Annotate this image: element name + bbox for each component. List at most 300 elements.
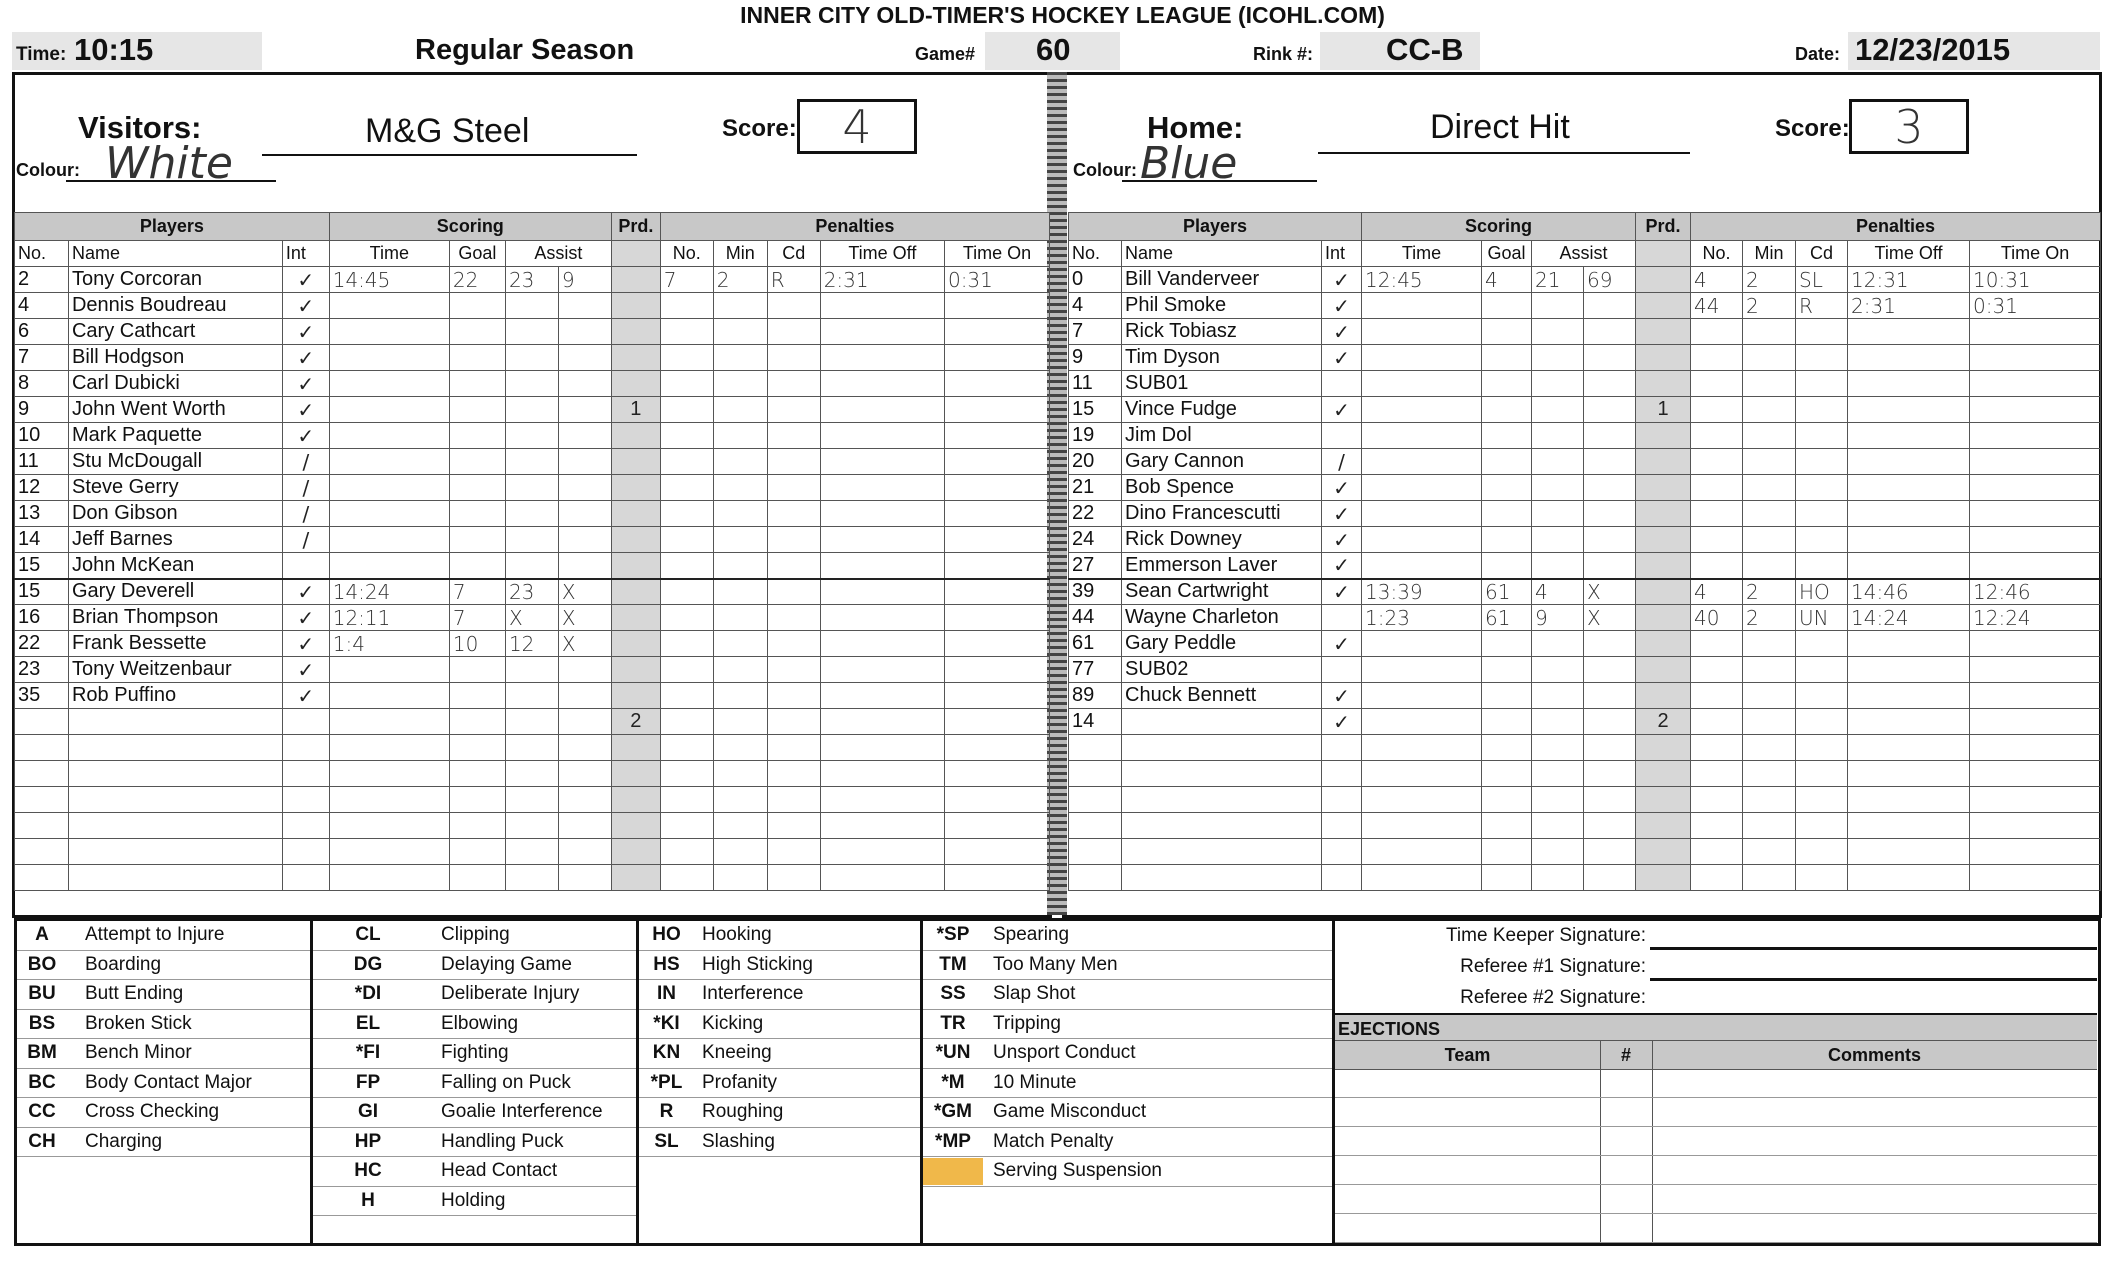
goal-time[interactable]: 14:24	[329, 579, 449, 605]
assist-2[interactable]	[558, 345, 611, 371]
int-check[interactable]: ✓	[282, 605, 329, 631]
int-check[interactable]: ✓	[282, 267, 329, 293]
penalty-player[interactable]	[1691, 423, 1743, 449]
assist-2[interactable]	[558, 553, 611, 579]
penalty-player[interactable]	[1691, 709, 1743, 735]
assist-1[interactable]	[1532, 553, 1584, 579]
goal-time[interactable]: 1:23	[1362, 605, 1482, 631]
int-check[interactable]	[1322, 839, 1362, 865]
assist-1[interactable]	[1532, 293, 1584, 319]
goal-scorer[interactable]: 7	[449, 579, 505, 605]
assist-1[interactable]	[505, 319, 558, 345]
goal-time[interactable]	[1362, 761, 1482, 787]
penalty-time-on[interactable]	[1970, 709, 2101, 735]
penalty-time-on[interactable]	[1970, 787, 2101, 813]
penalty-player[interactable]	[660, 579, 713, 605]
goal-scorer[interactable]	[1482, 475, 1532, 501]
assist-2[interactable]	[558, 293, 611, 319]
penalty-minutes[interactable]	[713, 371, 767, 397]
goal-scorer[interactable]	[1482, 709, 1532, 735]
penalty-player[interactable]	[1691, 553, 1743, 579]
penalty-player[interactable]	[660, 813, 713, 839]
penalty-time-off[interactable]	[820, 319, 944, 345]
penalty-code[interactable]	[767, 683, 820, 709]
penalty-player[interactable]	[660, 345, 713, 371]
assist-2[interactable]	[558, 865, 611, 891]
int-check[interactable]: /	[282, 475, 329, 501]
penalty-time-on[interactable]	[944, 319, 1049, 345]
goal-time[interactable]	[329, 475, 449, 501]
assist-1[interactable]	[505, 501, 558, 527]
assist-1[interactable]	[1532, 683, 1584, 709]
penalty-time-on[interactable]	[1970, 735, 2101, 761]
penalty-minutes[interactable]	[1743, 345, 1796, 371]
penalty-minutes[interactable]	[1743, 761, 1796, 787]
assist-2[interactable]	[1584, 735, 1636, 761]
goal-scorer[interactable]	[1482, 631, 1532, 657]
penalty-time-on[interactable]	[1970, 371, 2101, 397]
penalty-minutes[interactable]	[713, 423, 767, 449]
penalty-player[interactable]	[660, 423, 713, 449]
penalty-minutes[interactable]	[1743, 449, 1796, 475]
int-check[interactable]: ✓	[1322, 293, 1362, 319]
penalty-code[interactable]	[1796, 345, 1848, 371]
int-check[interactable]: ✓	[282, 319, 329, 345]
assist-2[interactable]	[558, 371, 611, 397]
penalty-player[interactable]	[660, 865, 713, 891]
assist-2[interactable]	[1584, 761, 1636, 787]
penalty-time-off[interactable]	[1848, 787, 1970, 813]
goal-scorer[interactable]: 61	[1482, 579, 1532, 605]
int-check[interactable]	[282, 709, 329, 735]
int-check[interactable]: ✓	[282, 345, 329, 371]
goal-time[interactable]	[1362, 683, 1482, 709]
penalty-minutes[interactable]	[713, 345, 767, 371]
assist-2[interactable]	[1584, 865, 1636, 891]
penalty-time-off[interactable]	[1848, 371, 1970, 397]
assist-2[interactable]: X	[1584, 579, 1636, 605]
penalty-time-on[interactable]	[1970, 683, 2101, 709]
penalty-minutes[interactable]	[1743, 709, 1796, 735]
penalty-time-on[interactable]	[944, 657, 1049, 683]
penalty-player[interactable]	[1691, 397, 1743, 423]
penalty-minutes[interactable]	[1743, 683, 1796, 709]
penalty-player[interactable]	[1691, 683, 1743, 709]
penalty-time-on[interactable]	[944, 605, 1049, 631]
penalty-time-on[interactable]	[1970, 449, 2101, 475]
penalty-minutes[interactable]	[1743, 371, 1796, 397]
penalty-time-on[interactable]	[944, 735, 1049, 761]
assist-1[interactable]	[1532, 449, 1584, 475]
penalty-player[interactable]	[660, 709, 713, 735]
penalty-code[interactable]	[767, 293, 820, 319]
penalty-minutes[interactable]	[713, 319, 767, 345]
goal-scorer[interactable]	[1482, 371, 1532, 397]
penalty-time-off[interactable]	[820, 501, 944, 527]
goal-scorer[interactable]	[1482, 761, 1532, 787]
assist-1[interactable]	[1532, 813, 1584, 839]
penalty-player[interactable]	[660, 319, 713, 345]
penalty-time-off[interactable]	[1848, 735, 1970, 761]
penalty-code[interactable]	[767, 579, 820, 605]
assist-1[interactable]	[505, 449, 558, 475]
int-check[interactable]: /	[1322, 449, 1362, 475]
goal-time[interactable]	[1362, 787, 1482, 813]
penalty-code[interactable]	[767, 631, 820, 657]
goal-time[interactable]	[1362, 501, 1482, 527]
penalty-minutes[interactable]	[1743, 501, 1796, 527]
penalty-time-on[interactable]	[944, 527, 1049, 553]
penalty-minutes[interactable]	[713, 553, 767, 579]
penalty-player[interactable]	[1691, 631, 1743, 657]
penalty-minutes[interactable]	[1743, 319, 1796, 345]
penalty-player[interactable]	[660, 761, 713, 787]
penalty-minutes[interactable]	[713, 501, 767, 527]
penalty-time-off[interactable]: 12:31	[1848, 267, 1970, 293]
assist-1[interactable]	[505, 709, 558, 735]
penalty-minutes[interactable]	[1743, 423, 1796, 449]
penalty-minutes[interactable]	[713, 761, 767, 787]
assist-2[interactable]	[1584, 293, 1636, 319]
penalty-time-on[interactable]	[1970, 501, 2101, 527]
penalty-player[interactable]	[660, 553, 713, 579]
int-check[interactable]: ✓	[1322, 397, 1362, 423]
penalty-minutes[interactable]	[713, 397, 767, 423]
penalty-player[interactable]	[1691, 501, 1743, 527]
assist-1[interactable]	[1532, 865, 1584, 891]
goal-scorer[interactable]	[1482, 501, 1532, 527]
penalty-time-off[interactable]	[820, 813, 944, 839]
assist-1[interactable]	[505, 865, 558, 891]
goal-scorer[interactable]	[449, 501, 505, 527]
penalty-player[interactable]: 4	[1691, 267, 1743, 293]
penalty-player[interactable]	[1691, 761, 1743, 787]
assist-2[interactable]: 69	[1584, 267, 1636, 293]
penalty-time-on[interactable]	[944, 813, 1049, 839]
penalty-code[interactable]	[767, 527, 820, 553]
penalty-code[interactable]	[767, 371, 820, 397]
penalty-code[interactable]	[767, 605, 820, 631]
penalty-time-off[interactable]	[820, 345, 944, 371]
assist-1[interactable]	[1532, 631, 1584, 657]
goal-time[interactable]	[329, 293, 449, 319]
int-check[interactable]: ✓	[282, 293, 329, 319]
goal-time[interactable]	[1362, 709, 1482, 735]
penalty-minutes[interactable]	[1743, 657, 1796, 683]
penalty-minutes[interactable]	[1743, 553, 1796, 579]
goal-time[interactable]: 13:39	[1362, 579, 1482, 605]
penalty-time-on[interactable]	[1970, 475, 2101, 501]
penalty-minutes[interactable]: 2	[1743, 267, 1796, 293]
penalty-minutes[interactable]	[713, 813, 767, 839]
assist-1[interactable]	[505, 475, 558, 501]
goal-scorer[interactable]	[1482, 527, 1532, 553]
goal-scorer[interactable]	[1482, 787, 1532, 813]
penalty-code[interactable]	[1796, 631, 1848, 657]
penalty-minutes[interactable]	[713, 449, 767, 475]
assist-2[interactable]	[558, 839, 611, 865]
penalty-minutes[interactable]	[713, 293, 767, 319]
penalty-code[interactable]	[767, 449, 820, 475]
penalty-time-on[interactable]	[1970, 319, 2101, 345]
penalty-player[interactable]: 4	[1691, 579, 1743, 605]
penalty-time-off[interactable]	[820, 865, 944, 891]
assist-2[interactable]	[558, 683, 611, 709]
penalty-time-off[interactable]	[1848, 319, 1970, 345]
int-check[interactable]: ✓	[1322, 527, 1362, 553]
penalty-code[interactable]: SL	[1796, 267, 1848, 293]
assist-2[interactable]	[558, 735, 611, 761]
penalty-code[interactable]	[1796, 839, 1848, 865]
assist-1[interactable]	[505, 423, 558, 449]
assist-1[interactable]	[1532, 501, 1584, 527]
goal-scorer[interactable]	[449, 683, 505, 709]
goal-time[interactable]	[1362, 345, 1482, 371]
penalty-code[interactable]	[767, 553, 820, 579]
penalty-minutes[interactable]: 2	[1743, 579, 1796, 605]
assist-2[interactable]	[558, 657, 611, 683]
penalty-time-off[interactable]: 2:31	[820, 267, 944, 293]
int-check[interactable]: ✓	[282, 657, 329, 683]
penalty-code[interactable]	[1796, 449, 1848, 475]
assist-2[interactable]	[1584, 345, 1636, 371]
assist-2[interactable]	[558, 449, 611, 475]
penalty-minutes[interactable]	[713, 865, 767, 891]
penalty-time-off[interactable]	[1848, 839, 1970, 865]
goal-time[interactable]: 12:45	[1362, 267, 1482, 293]
assist-2[interactable]	[1584, 527, 1636, 553]
penalty-code[interactable]	[1796, 501, 1848, 527]
penalty-player[interactable]	[1691, 865, 1743, 891]
int-check[interactable]: ✓	[1322, 631, 1362, 657]
penalty-code[interactable]	[767, 501, 820, 527]
assist-2[interactable]	[558, 319, 611, 345]
goal-scorer[interactable]	[449, 839, 505, 865]
penalty-time-on[interactable]	[1970, 631, 2101, 657]
ejection-row[interactable]	[1335, 1069, 2097, 1098]
assist-1[interactable]	[505, 345, 558, 371]
penalty-time-off[interactable]	[820, 683, 944, 709]
penalty-time-on[interactable]: 0:31	[944, 267, 1049, 293]
penalty-time-on[interactable]: 12:24	[1970, 605, 2101, 631]
int-check[interactable]: ✓	[282, 397, 329, 423]
penalty-code[interactable]	[1796, 735, 1848, 761]
goal-time[interactable]	[329, 683, 449, 709]
goal-scorer[interactable]	[449, 761, 505, 787]
penalty-time-off[interactable]	[1848, 397, 1970, 423]
penalty-minutes[interactable]	[713, 839, 767, 865]
penalty-time-on[interactable]	[1970, 397, 2101, 423]
goal-time[interactable]	[1362, 813, 1482, 839]
goal-time[interactable]	[1362, 475, 1482, 501]
penalty-time-off[interactable]	[820, 735, 944, 761]
goal-scorer[interactable]	[449, 709, 505, 735]
penalty-player[interactable]	[1691, 787, 1743, 813]
penalty-code[interactable]: HO	[1796, 579, 1848, 605]
goal-scorer[interactable]	[1482, 345, 1532, 371]
penalty-player[interactable]	[660, 657, 713, 683]
assist-1[interactable]	[1532, 397, 1584, 423]
penalty-time-off[interactable]	[820, 631, 944, 657]
goal-scorer[interactable]	[449, 345, 505, 371]
penalty-player[interactable]	[1691, 449, 1743, 475]
penalty-code[interactable]	[1796, 709, 1848, 735]
penalty-time-off[interactable]	[820, 397, 944, 423]
penalty-code[interactable]	[1796, 683, 1848, 709]
penalty-player[interactable]	[660, 683, 713, 709]
penalty-player[interactable]	[660, 397, 713, 423]
penalty-time-off[interactable]	[820, 605, 944, 631]
penalty-time-on[interactable]: 12:46	[1970, 579, 2101, 605]
goal-scorer[interactable]	[1482, 553, 1532, 579]
goal-time[interactable]: 1:4	[329, 631, 449, 657]
assist-1[interactable]: 23	[505, 579, 558, 605]
goal-scorer[interactable]: 4	[1482, 267, 1532, 293]
penalty-time-off[interactable]	[1848, 553, 1970, 579]
assist-2[interactable]	[1584, 501, 1636, 527]
assist-1[interactable]: 12	[505, 631, 558, 657]
assist-1[interactable]	[1532, 839, 1584, 865]
int-check[interactable]: ✓	[282, 579, 329, 605]
penalty-code[interactable]	[1796, 813, 1848, 839]
penalty-minutes[interactable]	[713, 527, 767, 553]
penalty-code[interactable]: R	[1796, 293, 1848, 319]
goal-time[interactable]	[329, 553, 449, 579]
penalty-time-off[interactable]: 14:24	[1848, 605, 1970, 631]
goal-scorer[interactable]	[449, 527, 505, 553]
penalty-minutes[interactable]	[1743, 397, 1796, 423]
penalty-time-on[interactable]	[1970, 865, 2101, 891]
goal-scorer[interactable]	[1482, 397, 1532, 423]
assist-2[interactable]	[558, 423, 611, 449]
goal-time[interactable]	[329, 319, 449, 345]
penalty-code[interactable]	[1796, 787, 1848, 813]
penalty-player[interactable]: 40	[1691, 605, 1743, 631]
penalty-time-off[interactable]	[1848, 475, 1970, 501]
penalty-player[interactable]	[1691, 735, 1743, 761]
goal-time[interactable]	[1362, 449, 1482, 475]
assist-2[interactable]: X	[1584, 605, 1636, 631]
penalty-code[interactable]	[1796, 397, 1848, 423]
penalty-time-on[interactable]: 10:31	[1970, 267, 2101, 293]
penalty-minutes[interactable]: 2	[713, 267, 767, 293]
goal-scorer[interactable]	[449, 553, 505, 579]
penalty-time-on[interactable]	[944, 839, 1049, 865]
penalty-minutes[interactable]	[1743, 475, 1796, 501]
assist-2[interactable]	[1584, 397, 1636, 423]
int-check[interactable]	[1322, 787, 1362, 813]
int-check[interactable]	[282, 761, 329, 787]
penalty-code[interactable]	[1796, 553, 1848, 579]
goal-time[interactable]	[329, 709, 449, 735]
int-check[interactable]: ✓	[1322, 709, 1362, 735]
assist-1[interactable]	[505, 787, 558, 813]
goal-time[interactable]	[329, 735, 449, 761]
penalty-time-on[interactable]	[944, 579, 1049, 605]
penalty-player[interactable]	[660, 527, 713, 553]
goal-time[interactable]	[1362, 735, 1482, 761]
penalty-time-off[interactable]	[1848, 761, 1970, 787]
penalty-time-off[interactable]: 14:46	[1848, 579, 1970, 605]
goal-scorer[interactable]	[449, 813, 505, 839]
penalty-time-on[interactable]	[944, 449, 1049, 475]
goal-time[interactable]	[1362, 397, 1482, 423]
assist-1[interactable]	[1532, 475, 1584, 501]
goal-scorer[interactable]	[1482, 865, 1532, 891]
assist-2[interactable]	[558, 527, 611, 553]
int-check[interactable]: ✓	[282, 423, 329, 449]
assist-2[interactable]: X	[558, 605, 611, 631]
assist-2[interactable]: 9	[558, 267, 611, 293]
goal-time[interactable]	[329, 839, 449, 865]
ejection-row[interactable]	[1335, 1156, 2097, 1185]
assist-2[interactable]	[1584, 319, 1636, 345]
penalty-code[interactable]	[767, 787, 820, 813]
ejection-row[interactable]	[1335, 1214, 2097, 1243]
penalty-player[interactable]	[1691, 527, 1743, 553]
assist-2[interactable]	[1584, 839, 1636, 865]
penalty-player[interactable]	[660, 475, 713, 501]
goal-time[interactable]	[1362, 865, 1482, 891]
assist-1[interactable]: 23	[505, 267, 558, 293]
assist-2[interactable]: X	[558, 631, 611, 657]
penalty-code[interactable]: UN	[1796, 605, 1848, 631]
penalty-code[interactable]	[1796, 761, 1848, 787]
penalty-time-off[interactable]	[820, 787, 944, 813]
penalty-minutes[interactable]	[1743, 839, 1796, 865]
penalty-minutes[interactable]	[713, 605, 767, 631]
goal-time[interactable]	[1362, 371, 1482, 397]
penalty-player[interactable]	[660, 501, 713, 527]
ejection-row[interactable]	[1335, 1098, 2097, 1127]
penalty-time-off[interactable]	[820, 475, 944, 501]
assist-1[interactable]	[505, 293, 558, 319]
goal-scorer[interactable]	[1482, 735, 1532, 761]
assist-2[interactable]	[1584, 553, 1636, 579]
goal-scorer[interactable]	[1482, 449, 1532, 475]
penalty-time-on[interactable]	[944, 423, 1049, 449]
int-check[interactable]	[1322, 605, 1362, 631]
goal-time[interactable]	[1362, 657, 1482, 683]
penalty-code[interactable]: R	[767, 267, 820, 293]
goal-time[interactable]	[329, 813, 449, 839]
penalty-player[interactable]	[660, 371, 713, 397]
int-check[interactable]	[1322, 657, 1362, 683]
assist-2[interactable]	[558, 787, 611, 813]
penalty-time-off[interactable]	[820, 709, 944, 735]
goal-time[interactable]	[329, 787, 449, 813]
penalty-time-on[interactable]	[944, 371, 1049, 397]
int-check[interactable]: /	[282, 449, 329, 475]
int-check[interactable]: ✓	[282, 371, 329, 397]
penalty-time-off[interactable]	[820, 553, 944, 579]
assist-1[interactable]	[1532, 423, 1584, 449]
assist-1[interactable]	[505, 527, 558, 553]
penalty-time-off[interactable]	[1848, 709, 1970, 735]
penalty-code[interactable]	[767, 319, 820, 345]
penalty-minutes[interactable]	[713, 709, 767, 735]
penalty-time-off[interactable]	[1848, 865, 1970, 891]
penalty-time-off[interactable]: 2:31	[1848, 293, 1970, 319]
penalty-code[interactable]	[1796, 371, 1848, 397]
goal-time[interactable]	[329, 423, 449, 449]
int-check[interactable]: ✓	[1322, 501, 1362, 527]
penalty-minutes[interactable]	[713, 657, 767, 683]
penalty-time-off[interactable]	[820, 371, 944, 397]
penalty-player[interactable]	[1691, 371, 1743, 397]
timekeeper-sig-line[interactable]	[1650, 947, 2097, 950]
goal-scorer[interactable]	[1482, 319, 1532, 345]
